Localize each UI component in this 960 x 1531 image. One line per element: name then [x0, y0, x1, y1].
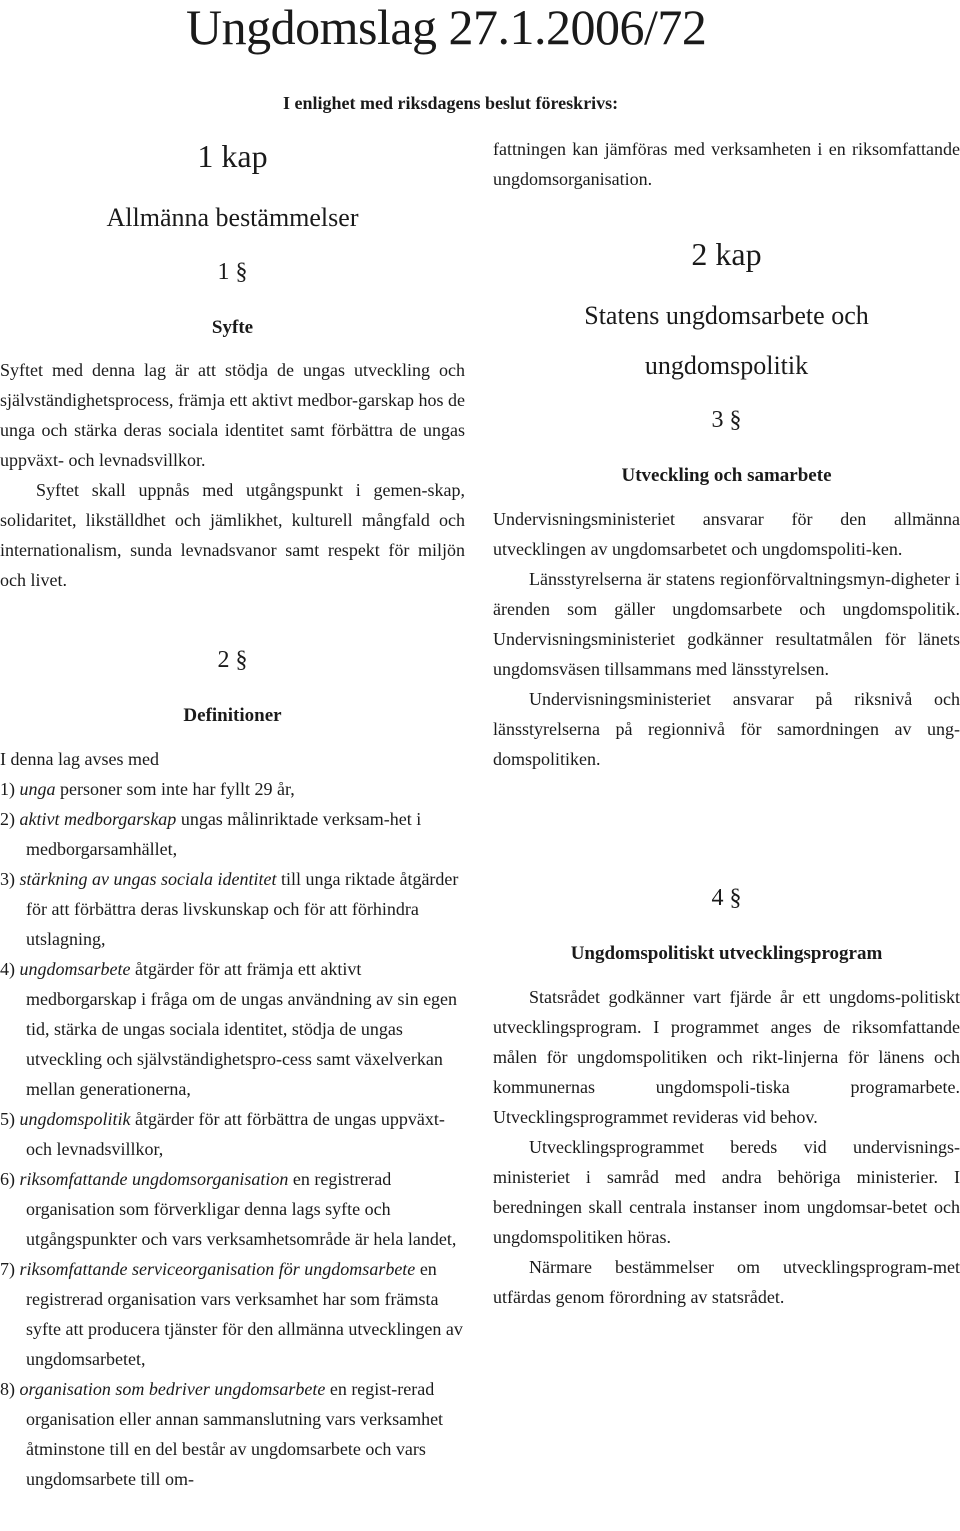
section-2-body [0, 744, 465, 1494]
section-1-heading: Syfte [211, 317, 254, 338]
section-1-paragraph: Syftet med denna lag är att stödja de ungas utveckling och självständighetsprocess, främja ett aktivt medbor-garskap hos de unga och stärka deras sociala identitet samt förbättra de ungas uppväxt- och levnadsvillkor. [0, 360, 466, 470]
section-4-paragraph: Utvecklingsprogrammet bereds vid undervisnings-ministeriet i samråd med andra behöriga ministerier. I beredningen skall centrala instanser inom ungdomsar-betet och ungdomspolitiken höras. [493, 1137, 960, 1247]
section-1-paragraph: Syftet skall uppnås med utgångspunkt i gemen-skap, solidaritet, likställdhet och jämlikhet, kulturell mångfald och internationalism, sunda levnadsvanor samt respekt för miljön och livet. [0, 480, 465, 590]
definition-text: till unga riktade åtgärder för att förbättra deras livskunskap och för att förhindra utslagning, [26, 869, 459, 949]
section-1-number: 1 § [217, 259, 248, 285]
section-3-number: 3 § [711, 407, 742, 433]
section-4-body [493, 982, 960, 1312]
chapter-2-title-line2: ungdomspolitik [644, 351, 809, 380]
definition-number: 3) [0, 869, 15, 889]
definition-text: åtgärder för att främja ett aktivt medborgarskap i fråga om de ungas användning av sin egen tid, stärka de ungas sociala identitet, stödja de ungas utveckling och självständighetspro-cess samt växelverkan mellan generationerna, [26, 959, 458, 1099]
chapter-1-title: Allmänna bestämmelser [106, 203, 359, 232]
definition-item [0, 774, 465, 804]
section-3-paragraph: Undervisningsministeriet ansvarar på riksnivå och länsstyrelserna på regionnivå för samordningen av ung-domspolitiken. [493, 689, 960, 769]
definition-term: stärkning av ungas sociala identitet [19, 869, 277, 889]
definition-text: en registrerad organisation vars verksamhet har som främsta syfte att producera tjänster för den allmänna utvecklingen av ungdomsarbetet, [26, 1259, 463, 1369]
definition-text: en regist-rerad organisation eller annan sammanslutning vars verksamhet åtminstone till en del består av ungdomsarbete och vars ungdomsarbete till om- [26, 1379, 444, 1489]
definition-term: organisation som bedriver ungdomsarbete [19, 1379, 326, 1399]
definition-item [0, 1254, 465, 1374]
section-3-paragraph: Länsstyrelserna är statens regionförvaltningsmyn-digheter i ärenden som gäller ungdomsarbete och ungdomspolitik. Undervisningsministeriet godkänner resultatmålen för länets ungdomsväsen tillsammans med länsstyrelsen. [493, 569, 960, 679]
section-3-body [493, 504, 960, 774]
definition-number: 7) [0, 1259, 15, 1279]
definition-term: unga [19, 779, 56, 799]
section-1-body [0, 355, 465, 595]
definition-number: 6) [0, 1169, 15, 1189]
section-3-paragraph: Undervisningsministeriet ansvarar för den allmänna utvecklingen av ungdomsarbetet och ungdomspoliti-ken. [493, 509, 960, 559]
definition-item [0, 1164, 465, 1254]
section-4-number: 4 § [711, 885, 742, 911]
definition-number: 2) [0, 809, 15, 829]
document-title: Ungdomslag 27.1.2006/72 [186, 0, 707, 55]
section-3-heading: Utveckling och samarbete [621, 465, 832, 486]
definition-number: 1) [0, 779, 15, 799]
definition-text: personer som inte har fyllt 29 år, [55, 779, 295, 799]
section-2-number: 2 § [217, 647, 248, 673]
definition-term: riksomfattande ungdomsorganisation [19, 1169, 289, 1189]
preamble: I enlighet med riksdagens beslut föreskrivs: [283, 93, 619, 113]
definition-item [0, 954, 465, 1104]
definition-text: åtgärder för att förbättra de ungas uppväxt- och levnadsvillkor, [26, 1109, 445, 1159]
definition-term: ungdomsarbete [19, 959, 131, 979]
chapter-2-title-line1: Statens ungdomsarbete och [584, 301, 869, 330]
definition-term: riksomfattande serviceorganisation för ungdomsarbete [19, 1259, 416, 1279]
definitions-list [0, 774, 465, 1494]
definition-term: ungdomspolitik [19, 1109, 131, 1129]
section-4-paragraph: Närmare bestämmelser om utvecklingsprogram-met utfärdas genom förordning av statsrådet. [493, 1257, 960, 1307]
continuation-paragraph: fattningen kan jämföras med verksamheten i en riksomfattande ungdomsorganisation. [493, 139, 960, 189]
definition-number: 5) [0, 1109, 15, 1129]
definitions-intro: I denna lag avses med [0, 749, 159, 769]
section-4-paragraph: Statsrådet godkänner vart fjärde år ett ungdoms-politiskt utvecklingsprogram. I programmet anges de riksomfattande målen för ungdomspolitiken och rikt-linjerna för länens och kommunernas ungdomspoli-tiska programarbete. Utvecklingsprogrammet revideras vid behov. [493, 987, 960, 1127]
definition-item [0, 1374, 465, 1494]
definition-number: 8) [0, 1379, 15, 1399]
definition-term: aktivt medborgarskap [19, 809, 177, 829]
chapter-1-number: 1 kap [197, 138, 268, 174]
chapter-2-number: 2 kap [691, 236, 762, 272]
definition-item [0, 804, 465, 864]
section-4-heading: Ungdomspolitiskt utvecklingsprogram [570, 943, 883, 964]
continuation-text [493, 134, 960, 194]
definition-text: ungas målinriktade verksam-het i medborgarsamhället, [26, 809, 422, 859]
definition-item [0, 864, 465, 954]
definition-number: 4) [0, 959, 15, 979]
section-2-heading: Definitioner [183, 705, 282, 726]
definition-item [0, 1104, 465, 1164]
definition-text: en registrerad organisation som förverkligar denna lags syfte och utgångspunkter och vars verksamhetsområde är hela landet, [26, 1169, 457, 1249]
